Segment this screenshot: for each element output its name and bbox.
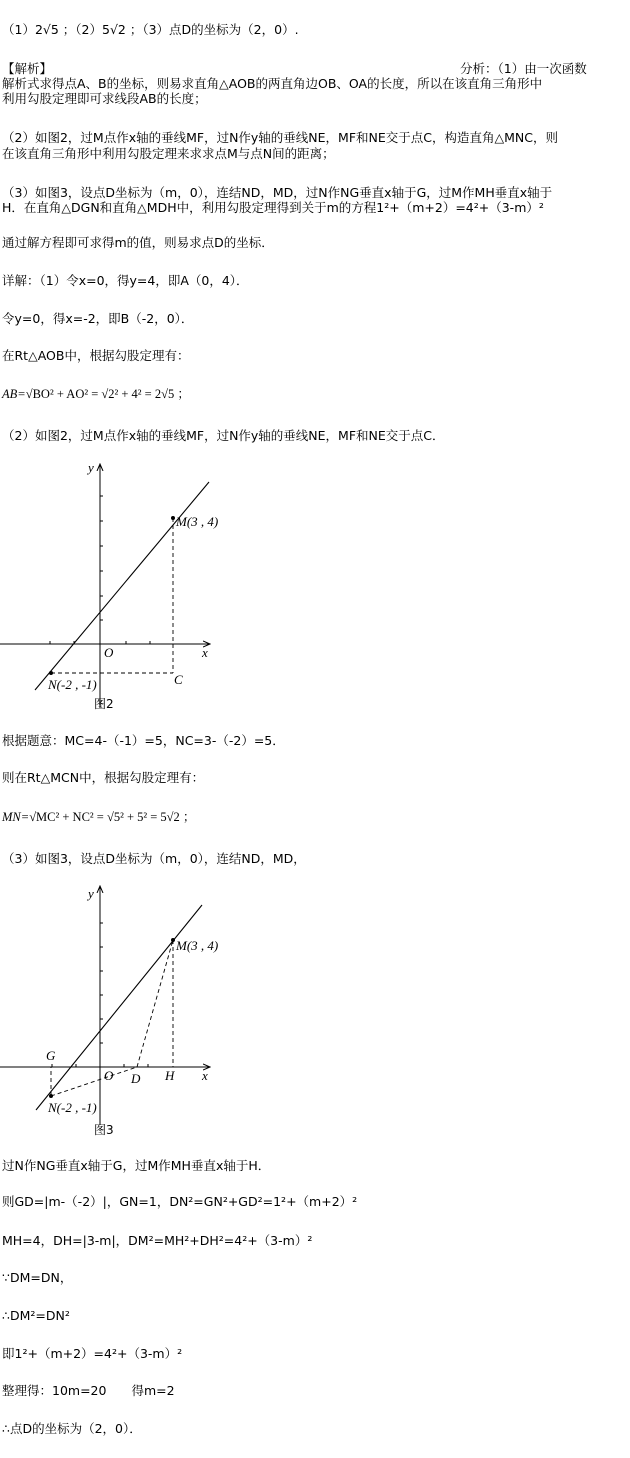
solution-part3-perpendiculars: 过N作NG垂直x轴于G，过M作MH垂直x轴于H． (2, 1158, 271, 1173)
solution-part3-equation: 即1²+（m+2）=4²+（3-m）² (2, 1346, 183, 1361)
point-n (49, 671, 53, 675)
dashed-md (137, 940, 173, 1067)
x-axis-label: x (202, 1068, 208, 1083)
dashed-nd (51, 1067, 137, 1096)
solution-part2-intro: （2）如图2，过M点作x轴的垂线MF，过N作y轴的垂线NE，MF和NE交于点C． (2, 428, 445, 443)
point-d-label: D (131, 1071, 141, 1086)
line-y-eq-x-plus-2 (36, 905, 202, 1110)
mn-formula-rhs: √MC² + NC² = √5² + 5² = 5√2 ； (29, 810, 196, 824)
figure-2-caption: 图2 (94, 697, 114, 711)
point-g-label: G (46, 1048, 56, 1063)
solution-part3-dm: MH=4，DH=|3-m|，DM²=MH²+DH²=4²+（3-m）² (2, 1233, 313, 1248)
solution-part3-intro: （3）如图3，设点D坐标为（m，0），连结ND，MD， (2, 851, 306, 866)
solution-part3-answer: ∴点D的坐标为（2，0）． (2, 1421, 142, 1436)
analysis-heading: 分析：（1）由一次函数 (460, 61, 587, 76)
analysis-part1-line2: 利用勾股定理即可求线段AB的长度； (2, 91, 207, 106)
solution-part2-pythagoras: 则在Rt△MCN中，根据勾股定理有： (2, 770, 205, 785)
point-m (171, 938, 175, 942)
point-m (171, 516, 175, 520)
ab-formula-rhs: √BO² + AO² = √2² + 4² = 2√5 ； (25, 387, 190, 401)
analysis-conclusion: 通过解方程即可求得m的值，则易求点D的坐标． (2, 235, 274, 250)
solution-part3-simplify: 整理得：10m=20 得m=2 (2, 1383, 175, 1398)
analysis-part2-line2: 在该直角三角形中利用勾股定理来求求点M与点N间的距离； (2, 146, 335, 161)
origin-label: O (104, 645, 114, 660)
mn-formula (2, 809, 195, 825)
figure-2 (0, 458, 230, 713)
solution-part3-therefore: ∴DM²=DN² (2, 1308, 70, 1323)
point-c-label: C (174, 672, 183, 687)
solution-part1-b: 令y=0，得x=-2，即B（-2，0）． (2, 311, 194, 326)
solution-part3-because: ∵DM=DN， (2, 1270, 73, 1285)
y-axis-label: y (88, 886, 94, 901)
figure-3-caption: 图3 (94, 1123, 114, 1137)
solution-part3-dn: 则GD=|m-（-2）|，GN=1，DN²=GN²+GD²=1²+（m+2）² (2, 1194, 358, 1209)
point-h-label: H (165, 1068, 175, 1083)
point-m-label: M(3 , 4) (176, 514, 219, 529)
point-n-label: N(-2 , -1) (48, 1100, 97, 1115)
solution-part2-lengths: 根据题意：MC=4-（-1）=5，NC=3-（-2）=5． (2, 733, 285, 748)
mn-formula-lhs: MN= (2, 810, 30, 824)
analysis-part3-line2: H．在直角△DGN和直角△MDH中，利用勾股定理得到关于m的方程1²+（m+2）=4²+（3-m）² (2, 200, 544, 215)
origin-label: O (104, 1068, 114, 1083)
point-n-label: N(-2 , -1) (48, 677, 97, 692)
point-m-label: M(3 , 4) (176, 938, 219, 953)
y-axis-label: y (88, 460, 94, 475)
ab-formula (2, 386, 190, 402)
x-axis-label: x (202, 645, 208, 660)
jiexi-heading: 【解析】 (2, 61, 53, 76)
answer-summary: （1）2√5 ；（2）5√2 ；（3）点D的坐标为（2，0）. (2, 22, 299, 37)
solution-part1-a: 详解：（1）令x=0，得y=4，即A（0，4）． (2, 273, 249, 288)
figure-3 (0, 880, 230, 1140)
analysis-part3-line1: （3）如图3，设点D坐标为（m，0），连结ND，MD，过N作NG垂直x轴于G，过M作MH垂直x轴于 (2, 185, 553, 200)
analysis-part1-line1: 解析式求得点A、B的坐标，则易求直角△AOB的两直角边OB、OA的长度，所以在该直角三角形中 (2, 76, 543, 91)
analysis-part2-line1: （2）如图2，过M点作x轴的垂线MF，过N作y轴的垂线NE，MF和NE交于点C，构造直角△MNC，则 (2, 130, 558, 145)
ab-formula-lhs: AB= (2, 387, 26, 401)
point-n (49, 1094, 53, 1098)
solution-part1-c: 在Rt△AOB中，根据勾股定理有： (2, 348, 190, 363)
